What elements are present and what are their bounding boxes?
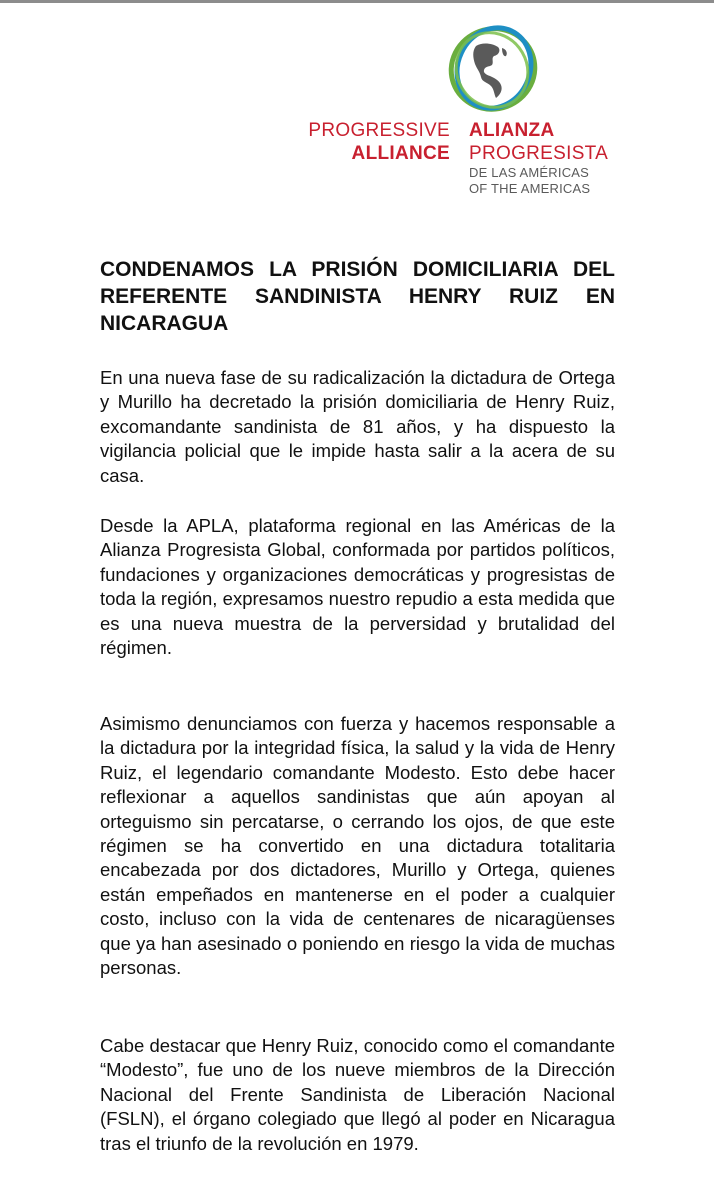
statement-paragraph-2: Desde la APLA, plataforma regional en las Américas de la Alianza Progresista Global, conformada por partidos políticos, fundaciones y organizaciones democráticas y progresistas de toda la región, expresamos nuestro repudio a esta medida que es una nueva muestra de la perversidad y brutalidad del régimen. (100, 515, 615, 659)
logo-english-name (300, 119, 450, 165)
top-divider (0, 0, 714, 3)
statement-paragraph-3: Asimismo denunciamos con fuerza y hacemos responsable a la dictadura por la integridad física, la salud y la vida de Henry Ruiz, el legendario comandante Modesto. Esto debe hacer reflexionar a aquellos sandinistas que aún apoyan al orteguismo sin percatarse, o cerrando los ojos, de que este régimen se ha convertido en una dictadura totalitaria encabezada por dos dictadores, Murillo y Ortega, quienes están empeñados en mantenerse en el poder a cualquier costo, incluso con la vida de centenares de nicaragüenses que ya han asesinado o poniendo en riesgo la vida de muchas personas. (100, 713, 615, 979)
logo-spanish-line3: DE LAS AMÉRICAS (469, 165, 590, 180)
logo-spanish-line1: ALIANZA (469, 120, 555, 141)
logo-spanish-line2: PROGRESISTA (469, 143, 609, 164)
logo-english-line2: ALLIANCE (351, 143, 450, 164)
statement-paragraph-4: Cabe destacar que Henry Ruiz, conocido como el comandante “Modesto”, fue uno de los nueve miembros de la Dirección Nacional del Frente Sandinista de Liberación Nacional (FSLN), el órgano colegiado que llegó al poder en Nicaragua tras el triunfo de la revolución en 1979. (100, 1035, 615, 1154)
logo-spanish-name (469, 119, 669, 197)
statement-title: CONDENAMOS LA PRISIÓN DOMICILIARIA DEL REFERENTE SANDINISTA HENRY RUIZ EN NICARAGUA (100, 258, 615, 335)
statement-paragraph-1: En una nueva fase de su radicalización la dictadura de Ortega y Murillo ha decretado la prisión domiciliaria de Henry Ruiz, excomandante sandinista de 81 años, y ha dispuesto la vigilancia policial que le impide hasta salir a la acera de su casa. (100, 367, 615, 486)
globe-logo-icon (446, 22, 540, 116)
logo-english-line1: PROGRESSIVE (308, 120, 450, 141)
logo-spanish-line4: OF THE AMERICAS (469, 181, 591, 196)
